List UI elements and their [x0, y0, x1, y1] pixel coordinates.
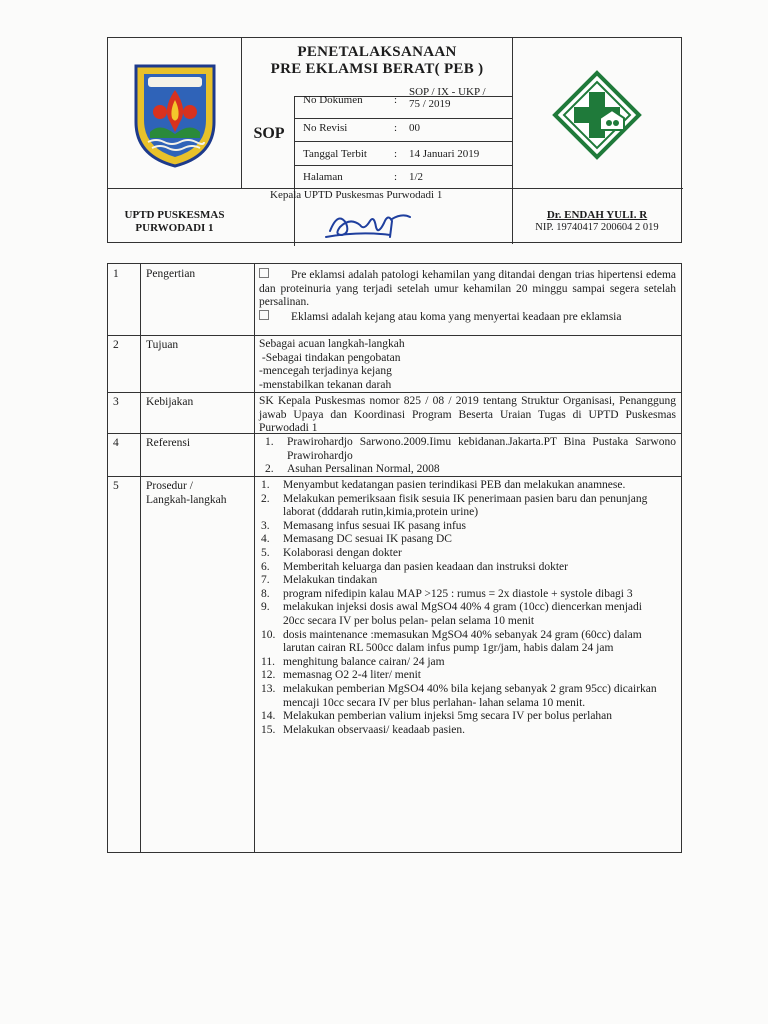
- list-item: -mencegah terjadinya kejang: [259, 365, 392, 378]
- row-label-tujuan: Tujuan: [146, 339, 179, 351]
- prosedur-content: [261, 479, 661, 737]
- list-item: 4. Memasang DC sesuai IK pasang DC: [261, 533, 452, 546]
- sop-header: [107, 37, 682, 243]
- sop-content-table: [107, 263, 682, 853]
- list-item: 11. menghitung balance cairan/ 24 jam: [261, 655, 445, 668]
- list-item: -Sebagai tindakan pengobatan: [259, 351, 401, 364]
- row-label-prosedur: Prosedur / Langkah-langkah: [146, 480, 227, 506]
- colon: :: [394, 171, 398, 183]
- checkbox-bullet-icon: [259, 268, 269, 278]
- doctor-nip: NIP. 19740417 200604 2 019: [535, 222, 659, 233]
- organization-name: UPTD PUSKESMAS PURWODADI 1: [124, 209, 225, 234]
- no-revisi-value: 00: [409, 122, 420, 134]
- tanggal-terbit-value: 14 Januari 2019: [409, 148, 480, 160]
- tanggal-terbit-label: Tanggal Terbit: [303, 148, 367, 160]
- checkbox-bullet-icon: [259, 310, 269, 320]
- list-item: 3. Memasang infus sesuai IK pasang infus: [261, 519, 467, 532]
- halaman-value: 1/2: [409, 171, 424, 183]
- list-item: Eklamsi adalah kejang atau koma yang menyertai keadaan pre eklamsia: [259, 310, 676, 325]
- list-item: 12. memasnag O2 2-4 liter/ menit: [261, 669, 421, 682]
- list-item: 10. dosis maintenance :memasukan MgSO4 40% sebanyak 24 gram (60cc) dalam larutan cairan RL 500cc dalam infus pump 1gr/jam, habis dalam 24 jam: [261, 628, 642, 655]
- list-item: -menstabilkan tekanan darah: [259, 378, 392, 391]
- list-item: Pre eklamsi adalah patologi kehamilan yang ditandai dengan trias hipertensi edema dan proteinuria yang terjadi setelah umur kehamilan 20 minggu sampai segera setelah persalinan.: [259, 269, 676, 309]
- kepala-title: Kepala UPTD Puskesmas Purwodadi 1: [270, 189, 443, 201]
- list-item: 15. Melakukan observaasi/ keadaab pasien.: [261, 723, 466, 736]
- list-item: 7. Melakukan tindakan: [261, 574, 378, 587]
- list-item: 6. Memberitah keluarga dan pasien keadaan dan instruksi dokter: [261, 560, 568, 573]
- halaman-label: Halaman: [303, 171, 343, 183]
- list-item: 2. Melakukan pemeriksaan fisik sesuia IK penerimaan pasien baru dan penunjang laborat (dddarah rutin,kimia,protein urine): [261, 492, 648, 519]
- handwritten-signature: [320, 205, 415, 243]
- tujuan-content: [259, 338, 676, 392]
- row-number: 4: [113, 437, 119, 449]
- row-label-kebijakan: Kebijakan: [146, 396, 194, 408]
- row-number: 3: [113, 396, 119, 408]
- row-number: 5: [113, 480, 119, 492]
- kebijakan-content: SK Kepala Puskesmas nomor 825 / 08 / 2019 tentang Struktur Organisasi, Penanggung jawab Upaya dan Koordinasi Program Beserta Uraian Tugas di UPTD Puskesmas Purwodadi 1: [259, 395, 676, 435]
- list-item: 1. Prawirohardjo Sarwono.2009.Iimu kebidanan.Jakarta.PT Bina Pustaka Sarwono Prawirohardjo: [265, 436, 676, 462]
- no-revisi-label: No Revisi: [303, 122, 348, 134]
- colon: :: [394, 94, 398, 106]
- referensi-content: [265, 436, 676, 477]
- doctor-name: Dr. ENDAH YULI. R: [546, 209, 648, 221]
- puskesmas-logo: [552, 70, 642, 160]
- row-number: 1: [113, 268, 119, 280]
- document-title: PENETALAKSANAAN PRE EKLAMSI BERAT( PEB ): [270, 44, 484, 77]
- list-item: Sebagai acuan langkah-langkah: [259, 338, 405, 350]
- sop-label: SOP: [253, 125, 285, 142]
- colon: :: [394, 122, 398, 134]
- row-number: 2: [113, 339, 119, 351]
- list-item: 2. Asuhan Persalinan Normal, 2008: [265, 463, 440, 476]
- list-item: 1. Menyambut kedatangan pasien terindikasi PEB dan melakukan anamnese.: [261, 479, 626, 491]
- row-label-pengertian: Pengertian: [146, 268, 196, 280]
- list-item: 5. Kolaborasi dengan dokter: [261, 546, 402, 559]
- regency-emblem-logo: [130, 60, 220, 170]
- no-dokumen-label: No Dokumen: [303, 94, 363, 106]
- no-dokumen-value: SOP / IX - UKP / 75 / 2019: [409, 86, 486, 110]
- list-item: 13. melakukan pemberian MgSO4 40% bila kejang sebanyak 2 gram 95cc) dicairkan mencaji 10cc secara IV per blus perlahan- lahan selama 10 menit.: [261, 682, 657, 709]
- list-item: 14. Melakukan pemberian valium injeksi 5mg secara IV per bolus perlahan: [261, 710, 613, 723]
- pengertian-content: [259, 268, 676, 324]
- list-item: 9. melakukan injeksi dosis awal MgSO4 40% 4 gram (10cc) diencerkan menjadi 20cc secara IV per bolus pelan- pelan selama 10 menit: [261, 601, 642, 627]
- row-label-referensi: Referensi: [146, 437, 191, 449]
- list-item: 8. program nifedipin kalau MAP >125 : rumus = 2x diastole + systole dibagi 3: [261, 587, 633, 600]
- colon: :: [394, 148, 398, 160]
